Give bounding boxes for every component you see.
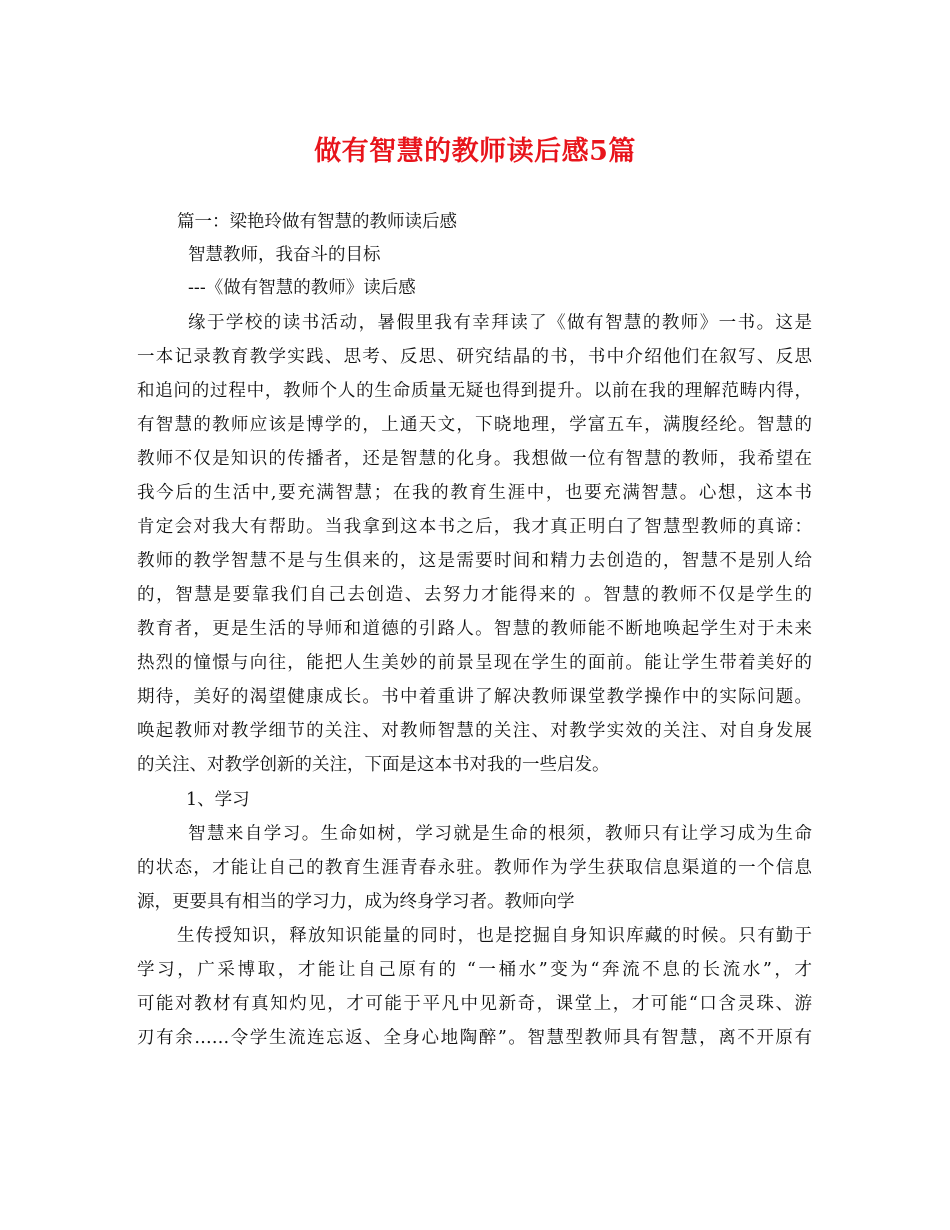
paragraph-line: 学习，广采博取，才能让自己原有的 “一桶水”变为“奔流不息的长流水”，才	[137, 960, 812, 980]
numbered-heading: 1、学习	[186, 790, 250, 810]
paragraph-line: 智慧来自学习。生命如树，学习就是生命的根须，教师只有让学习成为生命	[188, 824, 812, 844]
paragraph-line: 教育者，更是生活的导师和道德的引路人。智慧的教师能不断地唤起学生对于未来	[137, 619, 812, 639]
paragraph-line: 肯定会对我大有帮助。当我拿到这本书之后，我才真正明白了智慧型教师的真谛：	[137, 517, 812, 537]
paragraph-line: 刃有余……令学生流连忘返、全身心地陶醉”。智慧型教师具有智慧，离不开原有	[137, 1028, 812, 1048]
paragraph-line: 有智慧的教师应该是博学的，上通天文，下晓地理，学富五车，满腹经纶。智慧的	[137, 415, 812, 435]
document-title: 做有智慧的教师读后感5篇	[314, 136, 636, 167]
paragraph-line: 缘于学校的读书活动，暑假里我有幸拜读了《做有智慧的教师》一书。这是	[188, 313, 812, 333]
paragraph-line: 的状态，才能让自己的教育生涯青春永驻。教师作为学生获取信息渠道的一个信息	[137, 858, 812, 878]
paragraph-line: 我今后的生活中,要充满智慧；在我的教育生涯中，也要充满智慧。心想，这本书	[137, 483, 812, 503]
paragraph-line: 热烈的憧憬与向往，能把人生美妙的前景呈现在学生的面前。能让学生带着美好的	[137, 653, 812, 673]
paragraph-line: 期待，美好的渴望健康成长。书中着重讲了解决教师课堂教学操作中的实际问题。	[137, 687, 812, 707]
paragraph-line: 生传授知识，释放知识能量的同时，也是挖掘自身知识库藏的时候。只有勤于	[177, 926, 812, 946]
subtitle-line: ---《做有智慧的教师》读后感	[188, 278, 416, 298]
section-heading: 篇一：梁艳玲做有智慧的教师读后感	[177, 212, 457, 232]
paragraph-line: 唤起教师对教学细节的关注、对教师智慧的关注、对教学实效的关注、对自身发展	[137, 721, 812, 741]
paragraph-line: 源，更要具有相当的学习力，成为终身学习者。教师向学	[137, 892, 575, 912]
paragraph-line: 可能对教材有真知灼见，才可能于平凡中见新奇，课堂上，才可能“口含灵珠、游	[137, 994, 812, 1014]
paragraph-line: 和追问的过程中，教师个人的生命质量无疑也得到提升。以前在我的理解范畴内得，	[137, 381, 812, 401]
paragraph-line: 的关注、对教学创新的关注，下面是这本书对我的一些启发。	[137, 755, 610, 775]
paragraph-line: 教师不仅是知识的传播者，还是智慧的化身。我想做一位有智慧的教师，我希望在	[137, 449, 812, 469]
subtitle-line: 智慧教师，我奋斗的目标	[188, 245, 381, 265]
paragraph-line: 教师的教学智慧不是与生俱来的，这是需要时间和精力去创造的，智慧不是别人给	[137, 551, 812, 571]
paragraph-line: 的，智慧是要靠我们自己去创造、去努力才能得来的 。智慧的教师不仅是学生的	[137, 585, 812, 605]
paragraph-line: 一本记录教育教学实践、思考、反思、研究结晶的书，书中介绍他们在叙写、反思	[137, 347, 812, 367]
